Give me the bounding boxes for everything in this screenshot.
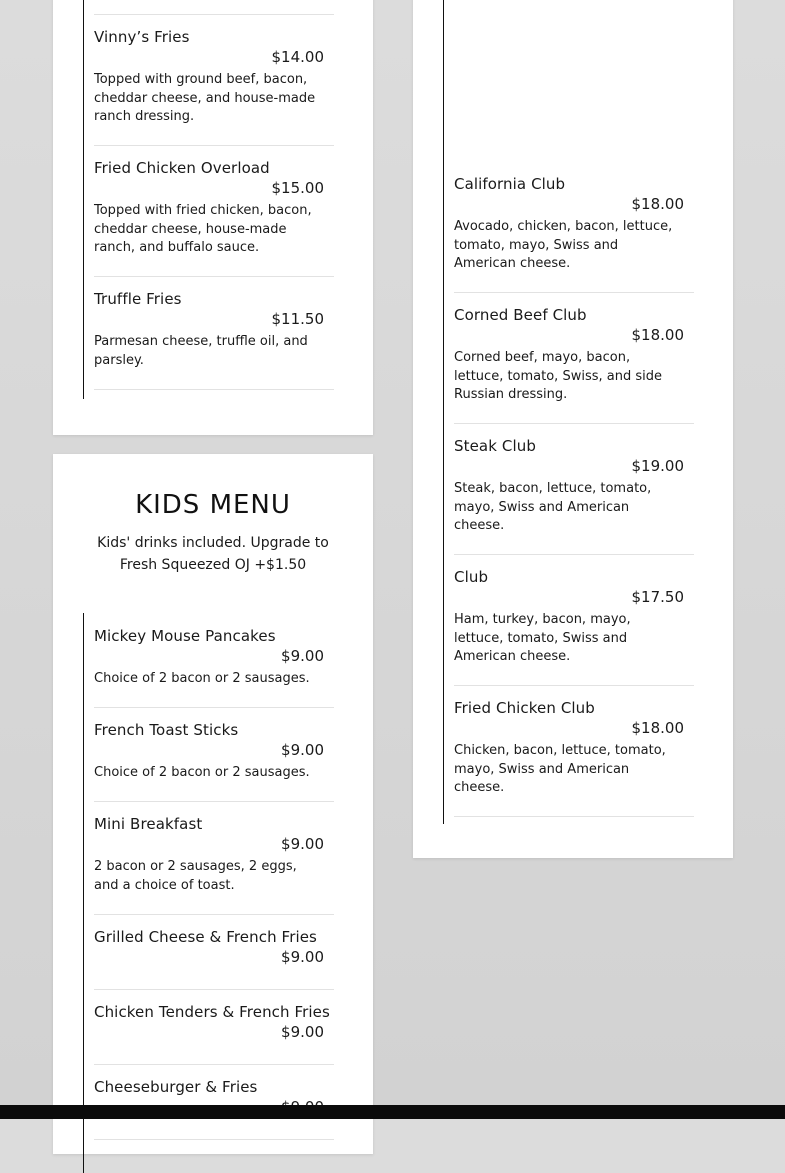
menu-item-name: Truffle Fries xyxy=(94,290,182,308)
menu-item-description: Corned beef, mayo, bacon, lettuce, tomato, Swiss, and side Russian dressing. xyxy=(454,350,662,402)
menu-item-list xyxy=(94,14,334,390)
menu-card-kids xyxy=(53,454,373,1154)
bottom-edge-bar xyxy=(0,1105,785,1119)
section-title: KIDS MENU xyxy=(135,490,291,520)
menu-card-fries xyxy=(53,0,373,435)
menu-item-name: Grilled Cheese & French Fries xyxy=(94,928,317,946)
menu-item[interactable] xyxy=(94,277,334,390)
menu-item-price: $19.00 xyxy=(631,457,684,475)
menu-item[interactable] xyxy=(94,614,334,708)
menu-item-name: Vinny’s Fries xyxy=(94,28,190,46)
menu-item-price: $9.00 xyxy=(281,647,324,665)
menu-item-description: Ham, turkey, bacon, mayo, lettuce, tomato, Swiss and American cheese. xyxy=(454,612,631,664)
menu-item-description: Topped with ground beef, bacon, cheddar cheese, and house-made ranch dressing. xyxy=(94,72,316,124)
menu-item-price: $9.00 xyxy=(281,741,324,759)
menu-item-price: $18.00 xyxy=(631,719,684,737)
section-divider-line xyxy=(83,613,84,1173)
menu-item-description: Topped with fried chicken, bacon, cheddar cheese, house-made ranch, and buffalo sauce. xyxy=(94,203,312,255)
menu-item-price: $15.00 xyxy=(271,179,324,197)
menu-item-name: Corned Beef Club xyxy=(454,306,587,324)
menu-item-price: $9.00 xyxy=(281,1023,324,1041)
menu-item-name: Club xyxy=(454,568,489,586)
menu-item-price: $9.00 xyxy=(281,948,324,966)
menu-item[interactable] xyxy=(94,802,334,915)
menu-item-price: $18.00 xyxy=(631,326,684,344)
menu-item-name: Fried Chicken Overload xyxy=(94,159,270,177)
menu-item-name: Cheeseburger & Fries xyxy=(94,1078,258,1096)
menu-item-description: Choice of 2 bacon or 2 sausages. xyxy=(94,671,310,686)
menu-item[interactable] xyxy=(94,990,334,1065)
menu-item[interactable] xyxy=(94,1065,334,1140)
section-divider-line xyxy=(443,0,444,824)
menu-item-name: Mickey Mouse Pancakes xyxy=(94,627,276,645)
menu-item[interactable] xyxy=(94,708,334,802)
menu-item-name: Steak Club xyxy=(454,437,536,455)
menu-item[interactable] xyxy=(454,555,694,686)
menu-item-price: $11.50 xyxy=(271,310,324,328)
menu-item[interactable] xyxy=(454,686,694,817)
menu-item[interactable] xyxy=(454,424,694,555)
menu-item-name: Mini Breakfast xyxy=(94,815,203,833)
menu-item-price: $14.00 xyxy=(271,48,324,66)
menu-item-name: Chicken Tenders & French Fries xyxy=(94,1003,330,1021)
menu-card-clubs xyxy=(413,0,733,858)
menu-item-name: Fried Chicken Club xyxy=(454,699,595,717)
menu-item-price: $9.00 xyxy=(281,835,324,853)
menu-item-description: 2 bacon or 2 sausages, 2 eggs, and a choice of toast. xyxy=(94,859,297,893)
menu-item[interactable] xyxy=(94,15,334,146)
menu-item-price: $18.00 xyxy=(631,195,684,213)
menu-item[interactable] xyxy=(454,293,694,424)
menu-item-list xyxy=(94,614,334,1140)
menu-item[interactable] xyxy=(454,162,694,293)
menu-item-list xyxy=(454,162,694,817)
menu-item-description: Avocado, chicken, bacon, lettuce, tomato, mayo, Swiss and American cheese. xyxy=(454,219,673,271)
menu-item-description: Parmesan cheese, truffle oil, and parsley. xyxy=(94,334,308,368)
menu-item-name: French Toast Sticks xyxy=(94,721,239,739)
section-divider-line xyxy=(83,0,84,399)
menu-item-description: Steak, bacon, lettuce, tomato, mayo, Swiss and American cheese. xyxy=(454,481,652,533)
section-subtitle: Kids' drinks included. Upgrade to Fresh Squeezed OJ +$1.50 xyxy=(97,535,329,573)
menu-item-name: California Club xyxy=(454,175,566,193)
menu-item[interactable] xyxy=(94,146,334,277)
menu-item-description: Chicken, bacon, lettuce, tomato, mayo, Swiss and American cheese. xyxy=(454,743,666,795)
menu-item-price: $17.50 xyxy=(631,588,684,606)
menu-item-description: Choice of 2 bacon or 2 sausages. xyxy=(94,765,310,780)
menu-item[interactable] xyxy=(94,915,334,990)
